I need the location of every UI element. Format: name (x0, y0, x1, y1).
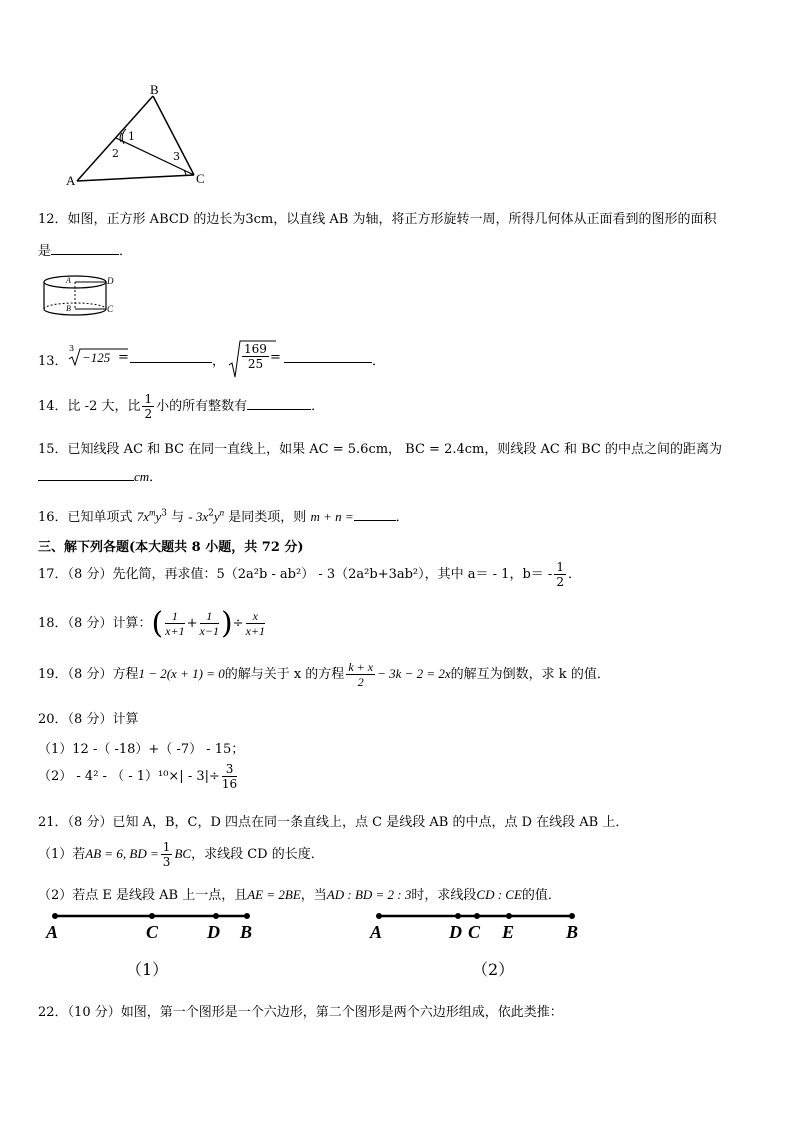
fig2-label-c: C (468, 922, 481, 942)
question-16: 16．已知单项式 $7x^my^3$ 与 - $3x^2y^n$ 是同类项，则 m + n = ． (38, 507, 409, 525)
question-19: 19．（8 分）方程1 − 2(x + 1) = 0的解与关于 x 的方程 $\frac{k + x}{2}$ − 3k − 2 = 2x的解互为倒数，求 k 的值． (38, 660, 610, 689)
question-20-part2: （2） - 4² - （ - 1）¹⁰×| - 3|÷ $\frac{3}{16}$ (38, 762, 238, 791)
section-3-heading: 三、解下列各题(本大题共 8 小题，共 72 分) (38, 540, 304, 555)
cylinder-label-d: D (107, 276, 114, 286)
fig1-label-b: B (240, 922, 253, 942)
question-15-line2: cm． (38, 466, 162, 485)
point-d (213, 913, 219, 919)
question-21-part1: （1）若AB = 6, BD = $\frac{1}{3}$ BC，求线段 CD 的长度． (38, 840, 324, 869)
fig1-label-c: C (146, 922, 159, 942)
angle-1-label: 1 (128, 130, 135, 143)
fig2-label-d: D (449, 922, 462, 942)
fig2-label-e: E (502, 922, 515, 942)
fig2-caption: （2） (472, 960, 515, 979)
cylinder-figure (38, 270, 128, 322)
question-20-title: 20．（8 分）计算 (38, 712, 139, 727)
cylinder-label-a: A (66, 276, 71, 285)
fig2-label-b: B (566, 922, 579, 942)
question-22: 22．（10 分）如图，第一个图形是一个六边形，第二个图形是两个六边形组成，依此类推： (38, 1005, 563, 1020)
question-21-title: 21．（8 分）已知 A，B，C，D 四点在同一条直线上，点 C 是线段 AB 的中点，点 D 在线段 AB 上． (38, 815, 629, 830)
point-d (455, 913, 461, 919)
fig2-label-a: A (370, 922, 383, 942)
question-15-line1: 15．已知线段 AC 和 BC 在同一直线上，如果 AC = 5.6cm， BC = 2.4cm，则线段 AC 和 BC 的中点之间的距离为 (38, 442, 722, 457)
fig1-label-a: A (46, 922, 59, 942)
point-c (149, 913, 155, 919)
point-a (52, 913, 58, 919)
vertex-c-label: C (196, 171, 205, 186)
fig1-label-d: D (207, 922, 220, 942)
question-20-part1: （1）12 -（ -18）+（ -7） - 15； (38, 742, 245, 757)
cylinder-label-c: C (107, 304, 114, 314)
point-a (376, 913, 382, 919)
point-e (506, 913, 512, 919)
vertex-b-label: B (150, 82, 159, 97)
question-12-line1: 12．如图，正方形 ABCD 的边长为3cm，以直线 AB 为轴，将正方形旋转一周，所得几何体从正面看到的图形的面积 (38, 212, 717, 227)
question-14: 14．比 -2 大，比 $\frac{1}{2}$ 小的所有整数有 ． (38, 392, 325, 421)
question-12-line2: 是 ． (38, 244, 133, 259)
question-17: 17．（8 分）先化简，再求值：5（2a²b - ab²） - 3（2a²b+3ab²），其中 a＝ - 1，b＝ - $\frac{1}{2}$ ． (38, 560, 581, 589)
question-21-part2: （2）若点 E 是线段 AB 上一点，且AE = 2BE，当AD : BD = 2 : 3时，求线段CD : CE的值． (38, 887, 561, 903)
point-b (244, 913, 250, 919)
point-c (474, 913, 480, 919)
angle-3-label: 3 (173, 150, 180, 163)
cylinder-label-b: B (66, 304, 71, 313)
vertex-a-label: A (66, 173, 76, 188)
fig1-caption: （1） (126, 960, 169, 979)
angle-2-label: 2 (112, 147, 119, 160)
question-18: 18．（8 分）计算：( $\frac{1}{x+1}$ + $\frac{1}{x-1}$ )÷ $\frac{x}{x+1}$ (38, 606, 266, 641)
answer-blank (51, 242, 119, 255)
point-b (569, 913, 575, 919)
